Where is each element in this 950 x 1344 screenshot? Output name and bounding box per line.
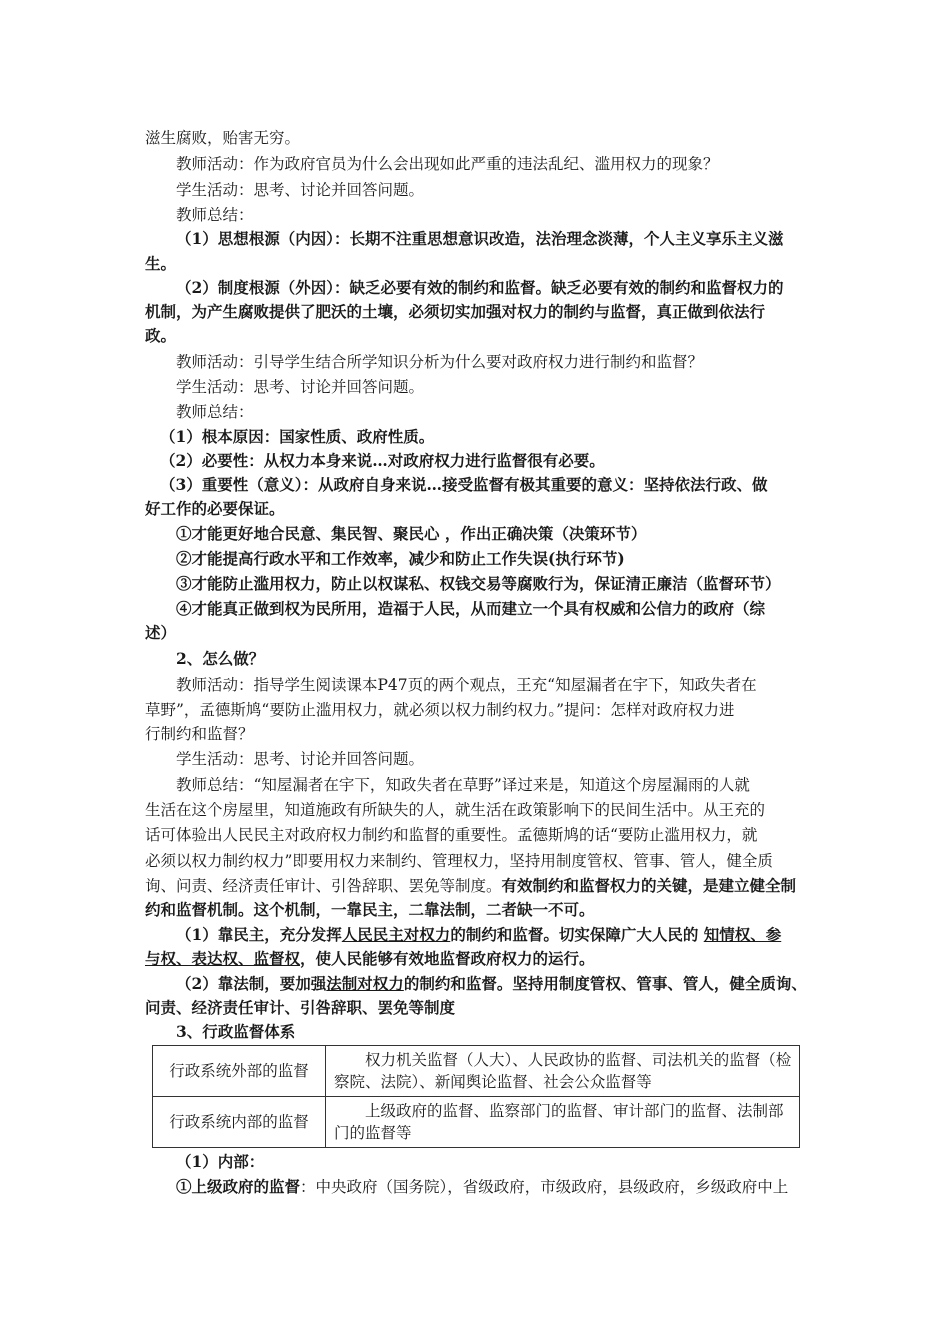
- text-segment: ，使人民能够有效地监督政府权力的运行。: [300, 949, 595, 968]
- text-line: [176, 974, 816, 994]
- text-line: [145, 949, 815, 969]
- text-line: 话可体验出人民民主对政府权力制约和监督的重要性。孟德斯鸠的话“要防止滥用权力，就: [145, 826, 758, 844]
- teacher-summary-label: 教师总结：: [176, 403, 254, 421]
- teacher-summary-label: 教师总结：: [176, 206, 254, 224]
- supervision-table: [152, 1045, 800, 1148]
- text-line: 机制，为产生腐败提供了肥沃的土壤，必须切实加强对权力的制约与监督，真正做到依法行: [145, 302, 766, 321]
- section-heading: 3、行政监督体系: [176, 1022, 296, 1041]
- text-line: （1）根本原因：国家性质、政府性质。: [160, 427, 435, 446]
- text-line: [176, 1177, 816, 1197]
- table-cell-head: 行政系统外部的监督: [153, 1046, 326, 1097]
- text-segment: 的制约和监督。切实保障广大人民的: [450, 925, 704, 944]
- text-segment: （1）靠民主，充分发挥: [176, 925, 342, 944]
- text-segment: 询、问责、经济责任审计、引咎辞职、罢免等制度。: [145, 877, 502, 895]
- teacher-activity: 教师活动：指导学生阅读课本P47页的两个观点，王充“知屋漏者在宇下，知政失者在: [176, 676, 757, 694]
- text-segment: ①上级政府的监督: [176, 1177, 301, 1196]
- text-line: 滋生腐败，贻害无穷。: [145, 129, 301, 147]
- text-segment: （2）靠法制，要加强: [176, 974, 327, 993]
- text-line: [176, 925, 816, 945]
- underlined-term: 人民民主对权力: [341, 925, 451, 944]
- underlined-term: 法制对权力: [326, 974, 404, 993]
- table-cell-head: 行政系统内部的监督: [153, 1097, 326, 1148]
- section-heading: 2、怎么做？: [176, 649, 265, 668]
- table-row: [153, 1097, 800, 1148]
- text-line: [145, 876, 815, 896]
- text-line: （1）思想根源（内因）：长期不注重思想意识改造，法治理念淡薄，个人主义享乐主义滋: [176, 229, 784, 248]
- list-item: ②才能提高行政水平和工作效率，减少和防止工作失误(执行环节): [176, 549, 625, 568]
- text-line: 必须以权力制约权力”即要用权力来制约、管理权力，坚持用制度管权、管事、管人，健全质: [145, 852, 773, 870]
- list-item: ④才能真正做到权为民所用，造福于人民，从而建立一个具有权威和公信力的政府（综: [176, 599, 766, 618]
- text-line: 草野”，孟德斯鸠“要防止滥用权力，就必须以权力制约权力。”提问：怎样对政府权力进: [145, 701, 735, 719]
- text-line: 问责、经济责任审计、引咎辞职、罢免等制度: [145, 998, 456, 1017]
- text-line: 生。: [145, 254, 177, 273]
- teacher-activity: 教师活动：作为政府官员为什么会出现如此严重的违法乱纪、滥用权力的现象？: [176, 155, 719, 173]
- text-line: （3）重要性（意义）：从政府自身来说…接受监督有极其重要的意义：坚持依法行政、做: [160, 475, 768, 494]
- text-line: 政。: [145, 326, 177, 345]
- text-segment: 有效制约和监督权力的关键，是建立健全制: [501, 876, 797, 895]
- list-item: ①才能更好地合民意、集民智、聚民心 ，作出正确决策（决策环节）: [176, 524, 647, 543]
- student-activity: 学生活动：思考、讨论并回答问题。: [176, 378, 425, 396]
- text-line: 述）: [145, 623, 177, 642]
- teacher-summary: 教师总结：“知屋漏者在宇下，知政失者在草野”译过来是，知道这个房屋漏雨的人就: [176, 776, 750, 794]
- student-activity: 学生活动：思考、讨论并回答问题。: [176, 750, 425, 768]
- list-item: ③才能防止滥用权力，防止以权谋私、权钱交易等腐败行为，保证清正廉洁（监督环节）: [176, 574, 781, 593]
- table-cell: 权力机关监督（人大）、人民政协的监督、司法机关的监督（检察院、法院）、新闻舆论监督、社会公众监督等: [326, 1046, 800, 1097]
- table-cell: 上级政府的监督、监察部门的监督、审计部门的监督、法制部门的监督等: [326, 1097, 800, 1148]
- text-line: 好工作的必要保证。: [145, 499, 285, 518]
- text-segment: ：中央政府（国务院），省级政府，市级政府，县级政府，乡级政府中上: [300, 1178, 789, 1196]
- text-line: （1）内部：: [176, 1152, 265, 1171]
- text-line: 约和监督机制。这个机制，一靠民主，二靠法制，二者缺一不可。: [145, 900, 595, 919]
- text-line: 行制约和监督？: [145, 725, 254, 743]
- text-line: （2）制度根源（外因）：缺乏必要有效的制约和监督。缺乏必要有效的制约和监督权力的: [176, 278, 784, 297]
- underlined-term: 知情权、参: [703, 925, 782, 944]
- student-activity: 学生活动：思考、讨论并回答问题。: [176, 181, 425, 199]
- text-segment: 的制约和监督。坚持用制度管权、管事、管人，健全质询、: [403, 974, 807, 993]
- underlined-term: 与权、表达权、监督权: [145, 949, 301, 968]
- text-line: 生活在这个房屋里，知道施政有所缺失的人，就生活在政策影响下的民间生活中。从王充的: [145, 801, 766, 819]
- table-row: [153, 1046, 800, 1097]
- teacher-activity: 教师活动：引导学生结合所学知识分析为什么要对政府权力进行制约和监督？: [176, 353, 704, 371]
- text-line: （2）必要性：从权力本身来说…对政府权力进行监督很有必要。: [160, 451, 605, 470]
